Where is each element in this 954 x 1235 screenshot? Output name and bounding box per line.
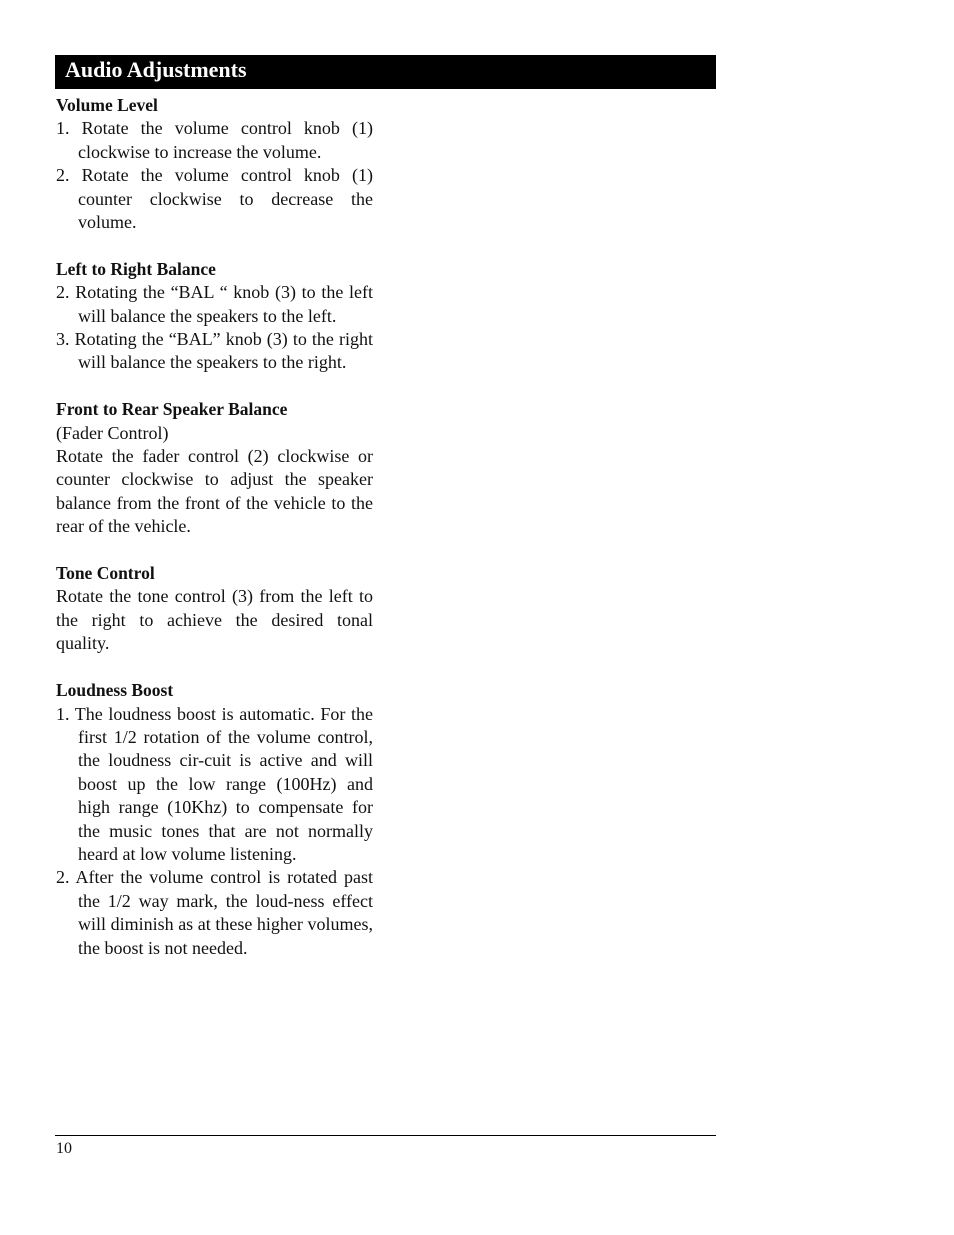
volume-step-2: 2. Rotate the volume control knob (1) counter clockwise to decrease the volume.: [56, 165, 373, 233]
page-number: 10: [56, 1140, 72, 1157]
balance-section: [56, 258, 373, 375]
balance-heading: Left to Right Balance: [56, 258, 216, 279]
tone-section: [56, 562, 373, 656]
footer-divider: [55, 1135, 716, 1136]
loudness-step-2: 2. After the volume control is rotated past the 1/2 way mark, the loud-ness effect will diminish as at these higher volumes, the boost is not needed.: [56, 867, 373, 958]
loudness-step-1: 1. The loudness boost is automatic. For the first 1/2 rotation of the volume control, the loudness cir-cuit is active and will boost up the low range (100Hz) and high range (10Khz) to compensate for the music tones that are not normally heard at low volume listening.: [56, 703, 373, 864]
fader-subheading: (Fader Control): [56, 422, 169, 443]
tone-paragraph: Rotate the tone control (3) from the left to the right to achieve the desired tonal quality.: [56, 586, 373, 654]
page-title: Audio Adjustments: [65, 57, 247, 82]
loudness-section: [56, 679, 373, 960]
volume-level-section: [56, 94, 373, 234]
volume-step-1: 1. Rotate the volume control knob (1) clockwise to increase the volume.: [56, 118, 373, 162]
volume-level-heading: Volume Level: [56, 95, 158, 115]
balance-step-left: 2. Rotating the “BAL “ knob (3) to the left will balance the speakers to the left.: [56, 282, 373, 326]
balance-step-right: 3. Rotating the “BAL” knob (3) to the right will balance the speakers to the right.: [56, 329, 373, 373]
fader-paragraph: Rotate the fader control (2) clockwise or counter clockwise to adjust the speaker balance from the front of the vehicle to the rear of the vehicle.: [56, 446, 373, 537]
fader-section: [56, 398, 373, 538]
content-column: [56, 94, 373, 983]
loudness-heading: Loudness Boost: [56, 680, 174, 701]
tone-heading: Tone Control: [56, 563, 155, 584]
fader-heading: Front to Rear Speaker Balance: [56, 399, 288, 420]
section-title-bar: [55, 55, 716, 89]
